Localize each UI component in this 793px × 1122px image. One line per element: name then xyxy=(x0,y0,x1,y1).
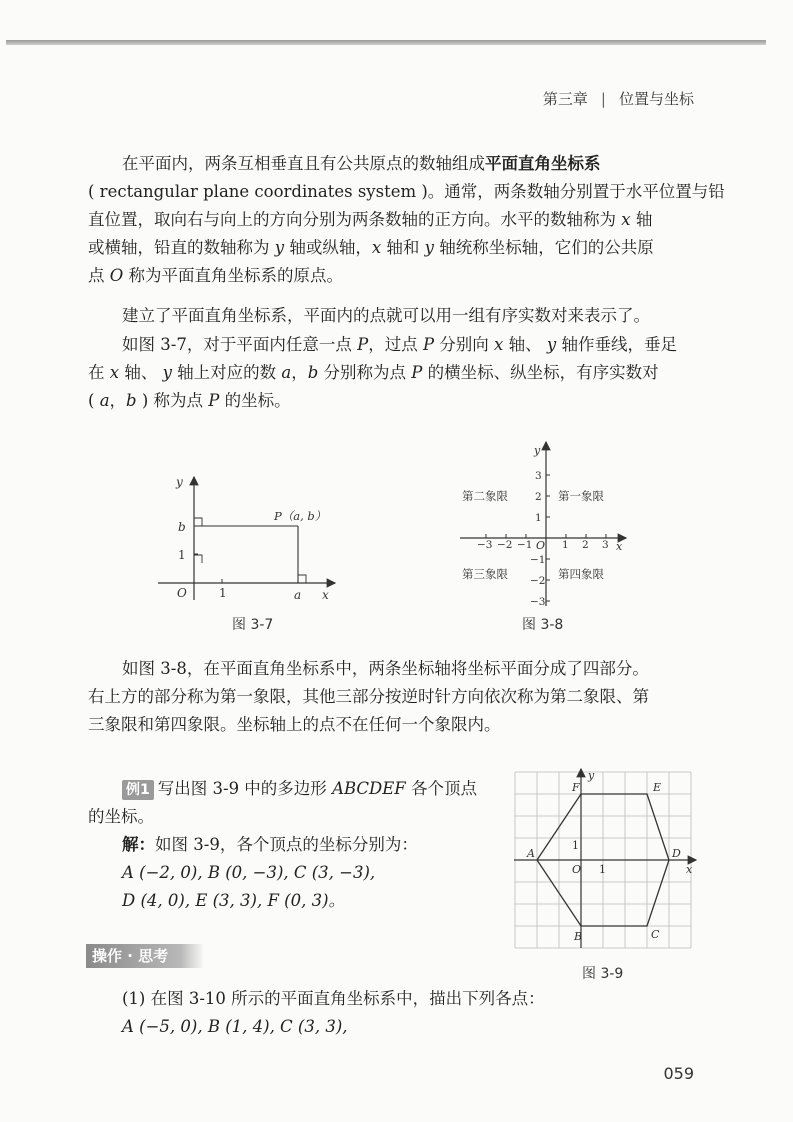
text-line: 的坐标。 xyxy=(88,807,154,826)
solution-line: D (4, 0), E (3, 3), F (0, 3)。 xyxy=(122,891,346,910)
figure-3-7-caption: 图 3-7 xyxy=(232,617,274,633)
text-run: 的坐标。 xyxy=(224,391,291,410)
text-run: 如图 3-7，对于平面内任意一点 xyxy=(122,335,352,354)
text-line: 如图 3-8，在平面直角坐标系中，两条坐标轴将坐标平面分成了四部分。 xyxy=(122,659,649,678)
text-run: 轴上对应的数 xyxy=(177,363,277,382)
vertex-label-f: F xyxy=(572,781,580,794)
text-run: 轴作垂线，垂足 xyxy=(561,335,677,354)
var: b xyxy=(126,391,137,410)
y-tick-label: 2 xyxy=(535,491,542,503)
tick-label-b: b xyxy=(178,520,186,534)
text-run: 分别称为点 xyxy=(323,363,407,382)
text-run: 在 xyxy=(88,363,105,382)
origin-label: O xyxy=(572,863,582,876)
var: y xyxy=(424,238,434,257)
quadrant-3-label: 第三象限 xyxy=(462,567,508,581)
x-axis-label: x xyxy=(686,863,693,876)
text-run: 点 xyxy=(88,266,105,285)
unit-mark xyxy=(194,555,202,563)
x-axis-label: x xyxy=(616,540,623,553)
operation-think-banner: 操作 · 思考 xyxy=(86,944,204,968)
text-run: ，过点 xyxy=(368,335,418,354)
y-tick-label: −1 xyxy=(530,554,546,566)
quadrant-1-label: 第一象限 xyxy=(558,489,604,503)
text-run: 如图 3-9，各个顶点的坐标分别为： xyxy=(155,835,418,854)
x-tick-label: 3 xyxy=(602,539,609,551)
polygon-name: ABCDEF xyxy=(332,779,406,798)
unit-label-x: 1 xyxy=(599,863,606,876)
top-rule xyxy=(6,40,766,45)
vertex-label-e: E xyxy=(653,781,662,794)
text-run: 轴统称坐标轴，它们的公共原 xyxy=(439,238,654,257)
figure-3-8 xyxy=(458,438,638,610)
text-run: ( xyxy=(88,391,95,410)
vertex-label-c: C xyxy=(651,928,660,941)
text-run: 分别向 xyxy=(439,335,489,354)
vertex-label-d: D xyxy=(672,847,681,860)
paragraph-figure-3-7 xyxy=(88,331,702,415)
var: P xyxy=(208,391,220,410)
var: P xyxy=(411,363,423,382)
quadrant-4-label: 第四象限 xyxy=(558,567,604,581)
var: a xyxy=(281,363,292,382)
solution-line: A (−2, 0), B (0, −3), C (3, −3), xyxy=(122,863,376,882)
text-run: 写出图 3-9 中的多边形 xyxy=(157,779,327,798)
text-line: 建立了平面直角坐标系，平面内的点就可以用一组有序实数对来表示了。 xyxy=(122,306,650,325)
var: O xyxy=(109,266,124,285)
text-run: 轴或纵轴， xyxy=(289,238,372,257)
y-axis-label: y xyxy=(534,444,541,457)
var: y xyxy=(274,238,285,257)
text-line: 三象限和第四象限。坐标轴上的点不在任何一个象限内。 xyxy=(88,715,501,734)
text-run: 称为平面直角坐标系的原点。 xyxy=(128,266,344,285)
chapter-number: 第三章 xyxy=(542,90,588,108)
text-line: (1) 在图 3-10 所示的平面直角坐标系中，描出下列各点： xyxy=(122,989,545,1008)
example-badge: 例1 xyxy=(122,780,154,800)
var: y xyxy=(546,335,557,354)
text-line: 右上方的部分称为第一象限，其他三部分按逆时针方向依次称为第二象限、第 xyxy=(88,687,649,706)
y-axis-label: y xyxy=(176,475,183,489)
example-1 xyxy=(88,775,508,915)
paragraph-definition xyxy=(88,150,725,290)
y-tick-label: −2 xyxy=(530,575,546,587)
figure-3-9-caption: 图 3-9 xyxy=(582,966,624,982)
var: P xyxy=(357,335,369,354)
x-tick-label: −2 xyxy=(497,539,513,551)
text-run: 在平面内，两条互相垂直且有公共原点的数轴组成 xyxy=(122,154,485,173)
var: x xyxy=(109,363,120,382)
var: P xyxy=(422,335,435,354)
y-axis-label: y xyxy=(588,769,595,782)
running-header xyxy=(543,88,694,109)
text-run: ， xyxy=(291,363,308,382)
text-run: 轴和 xyxy=(386,238,420,257)
text-run: 轴、 xyxy=(508,335,542,354)
vertex-label-a: A xyxy=(527,847,535,860)
paragraph-quadrants xyxy=(88,655,702,739)
text-run: ， xyxy=(109,391,127,410)
text-run: 轴、 xyxy=(124,363,158,382)
text-run: ) 称为点 xyxy=(141,391,204,410)
solution-label: 解： xyxy=(122,835,155,854)
text-line: ( rectangular plane coordinates system )。通常，两条数轴分别置于水平位置与铅 xyxy=(88,182,725,201)
origin-label: O xyxy=(536,539,546,552)
unit-label-y: 1 xyxy=(572,839,579,852)
y-tick-label: 1 xyxy=(535,512,542,524)
x-tick-label: 1 xyxy=(562,539,569,551)
tick-label-1-y: 1 xyxy=(178,548,186,562)
var: x xyxy=(371,238,382,257)
x-axis-label: x xyxy=(322,588,329,602)
origin-label: O xyxy=(177,586,187,600)
x-tick-label: −1 xyxy=(517,539,533,551)
figure-3-9 xyxy=(512,765,700,955)
point-p-label: P（a, b） xyxy=(274,509,327,523)
text-run: 直位置，取向右与向上的方向分别为两条数轴的正方向。水平的数轴称为 xyxy=(88,210,616,229)
right-angle-mark xyxy=(194,518,202,526)
var: b xyxy=(307,363,319,382)
y-tick-label: −3 xyxy=(530,596,546,608)
var: a xyxy=(99,391,110,410)
tick-label-a: a xyxy=(294,588,302,602)
text-run: 或横轴，铅直的数轴称为 xyxy=(88,238,270,257)
figure-3-8-caption: 图 3-8 xyxy=(522,617,564,633)
right-angle-mark xyxy=(298,575,306,583)
y-tick-label: 3 xyxy=(535,470,542,482)
paragraph-ordered-pairs xyxy=(88,302,702,330)
vertex-labels xyxy=(526,781,681,943)
page-number: 059 xyxy=(663,1064,694,1083)
var: x xyxy=(621,210,631,229)
text-run: 的横坐标、纵坐标，有序实数对 xyxy=(427,363,659,382)
text-run: 各个顶点 xyxy=(411,779,478,798)
text-run: 轴 xyxy=(635,210,653,229)
x-tick-label: −3 xyxy=(477,539,493,551)
figure-3-7 xyxy=(150,465,350,610)
vertex-label-b: B xyxy=(574,930,583,943)
term-highlight: 平面直角坐标系 xyxy=(485,154,601,173)
tick-label-1-x: 1 xyxy=(219,586,227,600)
points-list: A (−5, 0), B (1, 4), C (3, 3), xyxy=(122,1017,348,1036)
var: y xyxy=(162,363,172,382)
x-tick-label: 2 xyxy=(582,539,589,551)
chapter-title: 位置与坐标 xyxy=(618,90,694,108)
quadrant-2-label: 第二象限 xyxy=(462,489,508,503)
header-separator: | xyxy=(600,90,606,108)
var: x xyxy=(494,335,504,354)
operation-content xyxy=(88,985,702,1041)
